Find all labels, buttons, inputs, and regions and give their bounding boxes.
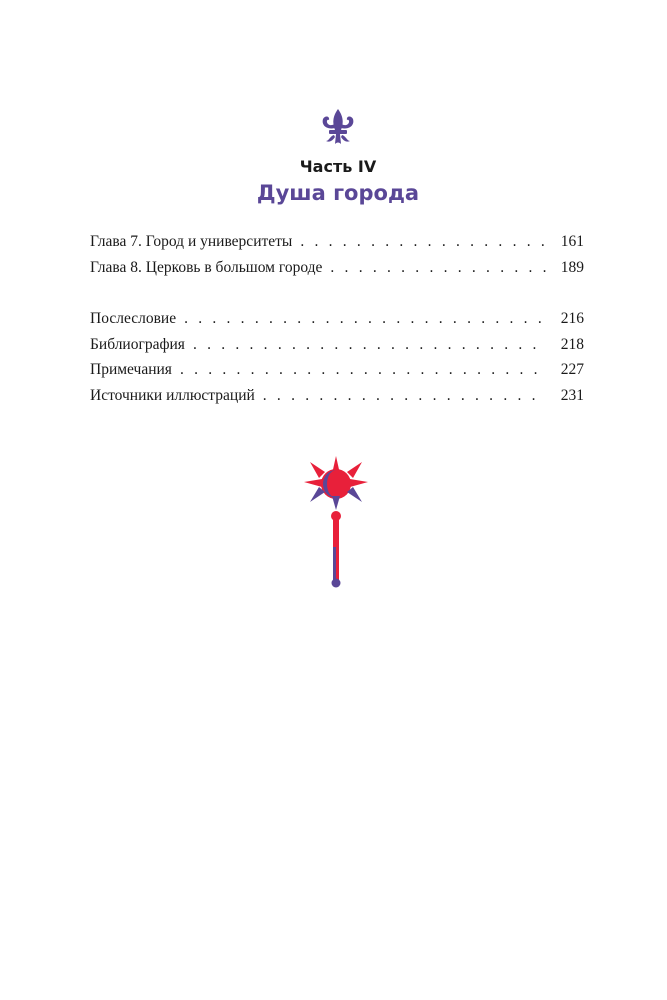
toc-entry[interactable] <box>90 387 584 413</box>
toc-entry[interactable] <box>90 233 584 259</box>
leader-dots <box>180 361 546 379</box>
leader-dots <box>263 387 546 405</box>
toc-page-number: 231 <box>560 386 584 404</box>
leader-dots <box>193 336 546 354</box>
toc-entry[interactable] <box>90 361 584 387</box>
leader-dots <box>184 310 546 328</box>
leader-dots <box>330 259 546 277</box>
toc-page-number: 218 <box>560 335 584 353</box>
toc-label: Глава 7. Город и университеты <box>90 233 293 250</box>
toc-chapters <box>90 233 584 284</box>
toc-label: Примечания <box>90 361 172 378</box>
toc-page-number: 216 <box>560 310 584 327</box>
toc-entry[interactable] <box>90 259 584 285</box>
toc-entry[interactable] <box>90 336 584 362</box>
mace-icon <box>300 452 372 592</box>
toc-label: Послесловие <box>90 310 177 327</box>
toc-entry[interactable] <box>90 310 584 336</box>
part-label: Часть IV <box>299 157 377 176</box>
part-title: Душа города <box>256 181 420 205</box>
leader-dots <box>300 233 546 251</box>
toc-page-number: 161 <box>560 233 584 250</box>
toc-label: Глава 8. Церковь в большом городе <box>90 258 323 276</box>
fleur-de-lis-icon <box>318 108 358 148</box>
toc-page-number: 189 <box>560 258 584 276</box>
toc-page-number: 227 <box>560 361 584 378</box>
toc-label: Библиография <box>90 335 185 353</box>
toc-label: Источники иллюстраций <box>90 386 255 404</box>
toc-back-matter <box>90 310 584 412</box>
